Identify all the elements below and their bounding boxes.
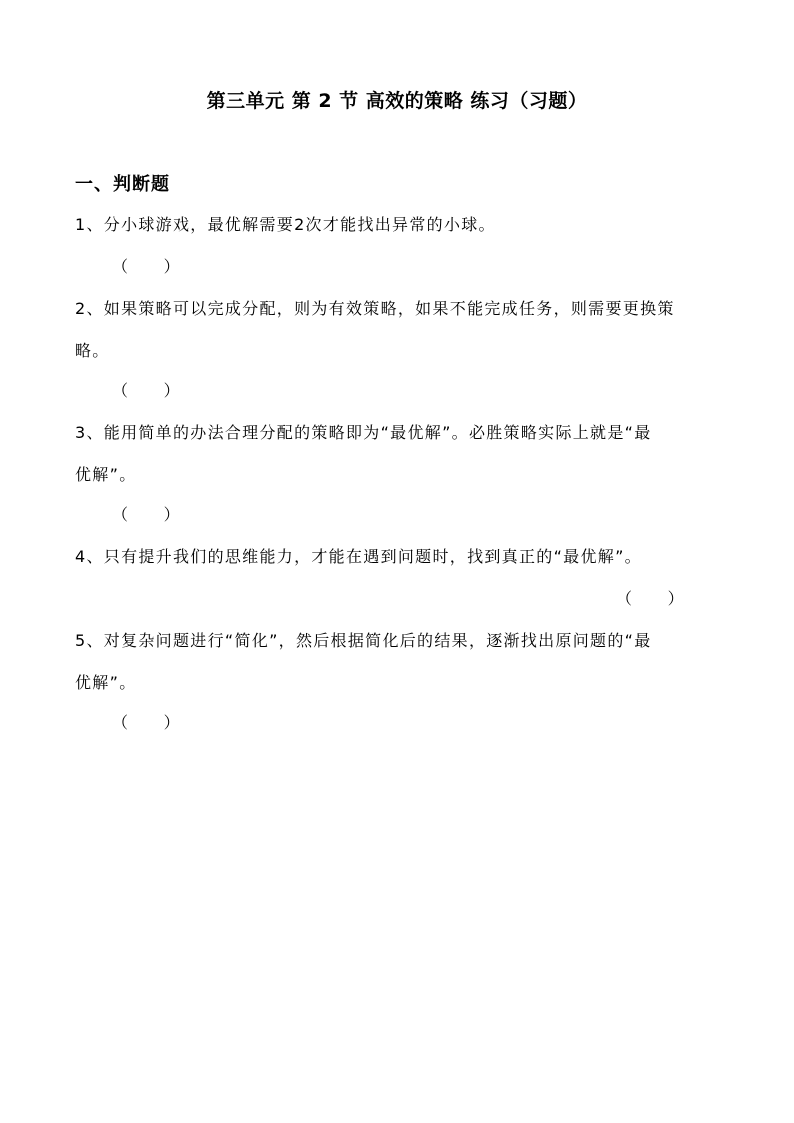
question-4-answer-blank[interactable]: （ ）	[616, 589, 684, 608]
section-heading: 一、判断题	[75, 174, 170, 195]
question-2-line-2: 略。	[75, 341, 110, 360]
question-5-line-1: 5、对复杂问题进行“简化”，然后根据简化后的结果，逐渐找出原问题的“最	[75, 631, 652, 650]
question-2-answer-blank[interactable]: （ ）	[112, 381, 180, 400]
question-3-line-2: 优解”。	[75, 465, 137, 484]
question-3-answer-blank[interactable]: （ ）	[112, 505, 180, 524]
question-3-line-1: 3、能用简单的办法合理分配的策略即为“最优解”。必胜策略实际上就是“最	[75, 423, 652, 442]
question-5-answer-blank[interactable]: （ ）	[112, 713, 180, 732]
question-4-line-1: 4、只有提升我们的思维能力，才能在遇到问题时，找到真正的“最优解”。	[75, 547, 642, 566]
question-1-answer-blank[interactable]: （ ）	[112, 257, 180, 276]
page-title: 第三单元 第 2 节 高效的策略 练习（习题）	[206, 90, 588, 112]
question-2-line-1: 2、如果策略可以完成分配，则为有效策略，如果不能完成任务，则需要更换策	[75, 299, 675, 318]
question-1-line-1: 1、分小球游戏，最优解需要2次才能找出异常的小球。	[75, 215, 496, 234]
question-5-line-2: 优解”。	[75, 673, 137, 692]
